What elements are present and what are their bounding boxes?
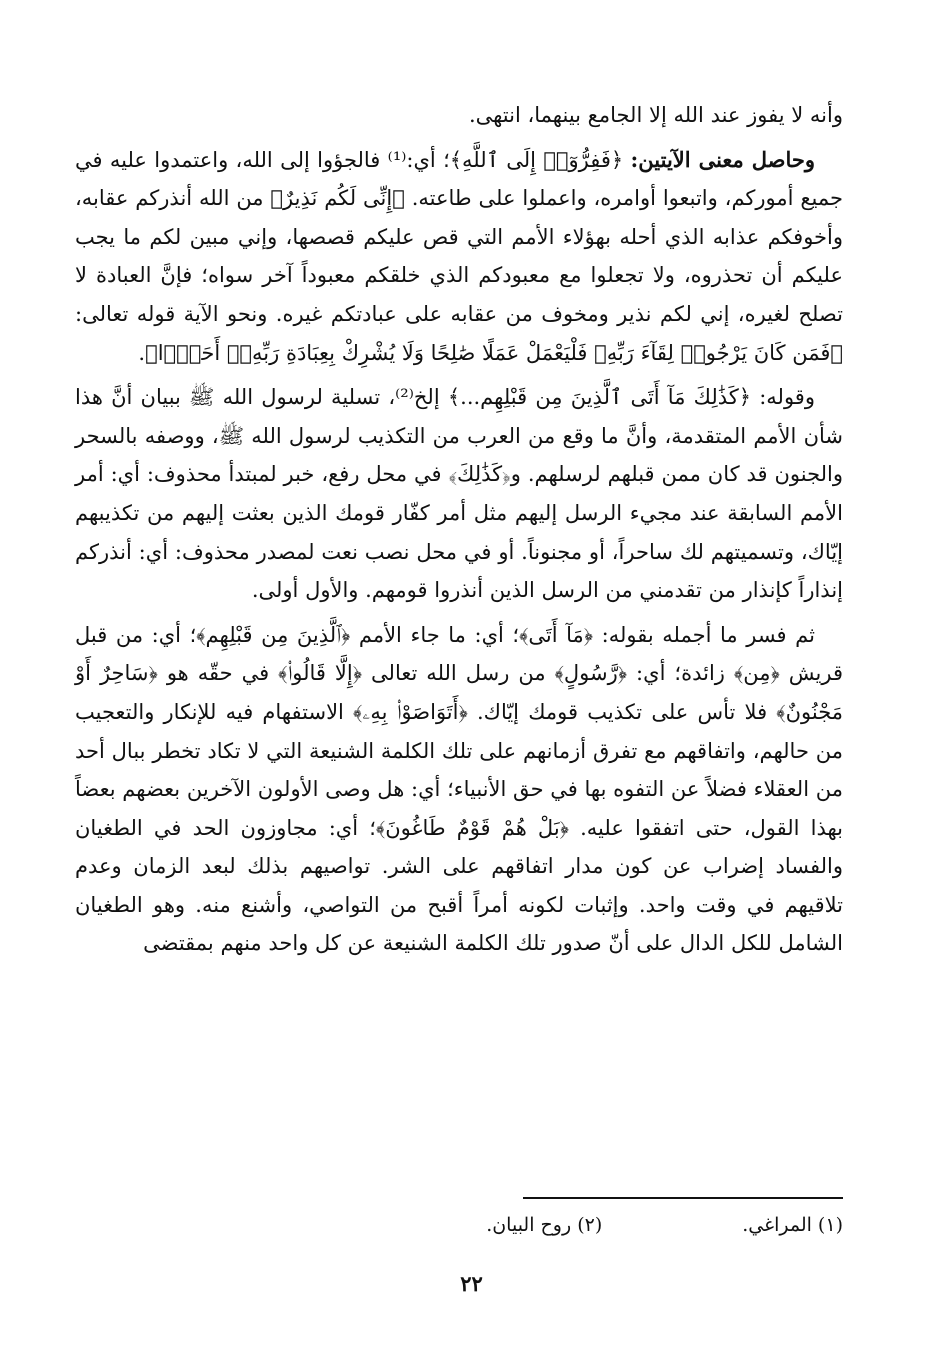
paragraph-2 bbox=[75, 141, 843, 373]
page-number: ٢٢ bbox=[460, 1271, 483, 1296]
footnotes bbox=[486, 1214, 843, 1236]
body-text bbox=[75, 96, 843, 963]
paragraph-1 bbox=[75, 96, 843, 135]
paragraph-3-text: وقوله: ﴿كَذَٰلِكَ مَآ أَتَى ٱلَّذِينَ مِن قَبْلِهِم...﴾ إلخ⁽²⁾، تسلية لرسول الله ﷺ ببيان أنَّ هذا شأن الأمم المتقدمة، وأنَّ ما وقع من العرب من التكذيب لرسول الله ﷺ، ووصفه بالسحر والجنون قد كان ممن قبلهم لرسلهم. و﴿كَذَٰلِكَ﴾ في محل رفع، خبر لمبتدأ محذوف: أي: أمر الأمم السابقة عند مجيء الرسل إليهم مثل أمر كفّار قومك الذين بعثت إليهم من تكذيبهم إيّاك، وتسميتهم لك ساحراً، أو مجنوناً. أو في محل نصب نعت لمصدر محذوف: أي: أنذركم إنذاراً كإنذار من تقدمني من الرسل الذين أنذروا قومهم. والأول أولى. bbox=[75, 385, 843, 603]
paragraph-3 bbox=[75, 378, 843, 610]
footnote-2: (٢) روح البيان. bbox=[486, 1214, 603, 1236]
paragraph-2-lead: وحاصل معنى الآيتين: bbox=[630, 146, 815, 172]
footnote-1: (١) المراغي. bbox=[742, 1214, 843, 1236]
paragraph-2-text: ﴿فَفِرُّوٓا۟ إِلَى ٱللَّهِ﴾؛ أي:⁽¹⁾ فالجؤوا إلى الله، واعتمدوا عليه في جميع أموركم، واتبعوا أوامره، واعملوا على طاعته. ﴿إِنِّى لَكُم نَذِيرٌ﴾ من الله أنذركم عقابه، وأخوفكم عذابه الذي أحله بهؤلاء الأمم التي قص عليكم قصصها، وإني مبين لكم ما يجب عليكم أن تحذروه، ولا تجعلوا مع معبودكم الذي خلقكم معبوداً آخر سواه؛ فإنَّ العبادة لا تصلح لغيره، إني لكم نذير ومخوف من عقابه على عبادتكم غيره. ونحو الآية قوله تعالى: ﴿فَمَن كَانَ يَرْجُوا۟ لِقَآءَ رَبِّهِۦ فَلْيَعْمَلْ عَمَلًا صَٰلِحًا وَلَا يُشْرِكْ بِعِبَادَةِ رَبِّهِۦٓ أَحَدًۢا﴾. bbox=[75, 147, 843, 365]
paragraph-4-text: ثم فسر ما أجمله بقوله: ﴿مَآ أَتَى﴾؛ أي: ما جاء الأمم ﴿ٱلَّذِينَ مِن قَبْلِهِم﴾؛ أي: من قبل قريش ﴿مِن﴾ زائدة؛ أي: ﴿رَّسُولٍ﴾ من رسل الله تعالى ﴿إِلَّا قَالُوا۟﴾ في حقّه هو ﴿سَاحِرٌ أَوْ مَجْنُونٌ﴾ فلا تأس على تكذيب قومك إيّاك. ﴿أَتَوَاصَوْا۟ بِهِۦ﴾ الاستفهام فيه للإنكار والتعجيب من حالهم، واتفاقهم مع تفرق أزمانهم على تلك الكلمة الشنيعة التي لا تكاد تخطر ببال أحد من العقلاء فضلاً عن التفوه بها في حق الأنبياء؛ أي: هل وصى الأولون الآخرين بعضهم بعضاً بهذا القول، حتى اتفقوا عليه. ﴿بَلْ هُمْ قَوْمٌ طَاغُونَ﴾؛ أي: مجاوزون الحد في الطغيان والفساد إضراب عن كون مدار اتفاقهم على الشر. تواصيهم بذلك لبعد الزمان وعدم تلاقيهم في وقت واحد. وإثبات لكونه أمراً أقبح من التواصي، وأشنع منه. وهو الطغيان الشامل للكل الدال على أنّ صدور تلك الكلمة الشنيعة عن كل واحد منهم بمقتضى bbox=[75, 622, 843, 956]
paragraph-4 bbox=[75, 616, 843, 963]
paragraph-1-text: وأنه لا يفوز عند الله إلا الجامع بينهما، انتهى. bbox=[468, 103, 843, 127]
footnote-divider bbox=[523, 1197, 843, 1199]
